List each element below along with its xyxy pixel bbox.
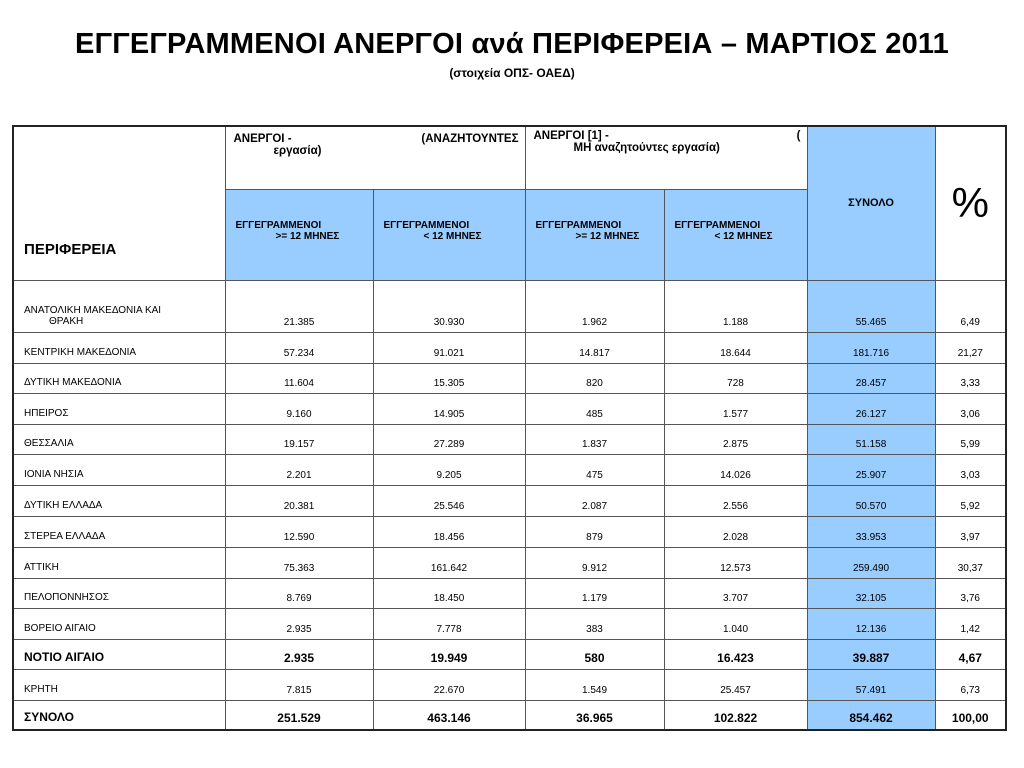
region-name xyxy=(13,485,225,516)
seeking-long-cell: 21.385 xyxy=(225,280,373,332)
seeking-long-cell: 2.201 xyxy=(225,454,373,485)
table-row xyxy=(13,578,1006,608)
region-name-text: ΔΥΤΙΚΗ ΕΛΛΑΔΑ xyxy=(24,499,103,511)
percent-cell: 1,42 xyxy=(935,608,1006,639)
sub-header-not-seeking-long xyxy=(525,189,664,280)
sub-header-duration: < 12 ΜΗΝΕΣ xyxy=(423,230,482,242)
not-seeking-long-cell: 485 xyxy=(525,393,664,424)
not-seeking-short-cell: 25.457 xyxy=(664,669,807,700)
page-title: ΕΓΓΕΓΡΑΜΜΕΝΟΙ ΑΝΕΡΓΟΙ ανά ΠΕΡΙΦΕΡΕΙΑ – ΜΑΡΤΙΟΣ 2011 xyxy=(75,28,949,60)
percent-cell: 6,49 xyxy=(935,280,1006,332)
seeking-short-cell: 19.949 xyxy=(373,639,525,669)
not-seeking-long-cell: 475 xyxy=(525,454,664,485)
seeking-short-cell: 27.289 xyxy=(373,424,525,454)
percent-cell: 4,67 xyxy=(935,639,1006,669)
seeking-long-cell: 2.935 xyxy=(225,639,373,669)
not-seeking-long-cell: 383 xyxy=(525,608,664,639)
sub-header-not-seeking-short xyxy=(664,189,807,280)
region-name xyxy=(13,454,225,485)
seeking-short-cell: 15.305 xyxy=(373,363,525,393)
seeking-short-cell: 18.450 xyxy=(373,578,525,608)
region-name-text: ΗΠΕΙΡΟΣ xyxy=(24,407,69,419)
total-cell: 50.570 xyxy=(807,485,935,516)
table-row xyxy=(13,424,1006,454)
seeking-long-cell: 7.815 xyxy=(225,669,373,700)
total-cell: 55.465 xyxy=(807,280,935,332)
not-seeking-short-cell: 1.040 xyxy=(664,608,807,639)
total-cell: 25.907 xyxy=(807,454,935,485)
table-row xyxy=(13,669,1006,700)
not-seeking-long-cell: 14.817 xyxy=(525,332,664,363)
seeking-long-cell: 8.769 xyxy=(225,578,373,608)
region-name xyxy=(13,608,225,639)
not-seeking-long-cell: 1.837 xyxy=(525,424,664,454)
seeking-short-cell: 22.670 xyxy=(373,669,525,700)
percent-cell: 5,99 xyxy=(935,424,1006,454)
sub-header-duration: >= 12 ΜΗΝΕΣ xyxy=(575,230,640,242)
seeking-group-label-c: εργασία) xyxy=(273,145,322,157)
percent-cell: 3,97 xyxy=(935,516,1006,547)
percent-cell: 100,00 xyxy=(935,700,1006,730)
not-seeking-long-cell: 1.179 xyxy=(525,578,664,608)
table-row xyxy=(13,454,1006,485)
seeking-long-cell: 19.157 xyxy=(225,424,373,454)
not-seeking-short-cell: 16.423 xyxy=(664,639,807,669)
region-name-text: ΚΕΝΤΡΙΚΗ ΜΑΚΕΔΟΝΙΑ xyxy=(24,346,137,358)
not-seeking-short-cell: 728 xyxy=(664,363,807,393)
not-seeking-short-cell: 2.028 xyxy=(664,516,807,547)
percent-cell: 6,73 xyxy=(935,669,1006,700)
region-name xyxy=(13,363,225,393)
table-row xyxy=(13,608,1006,639)
region-name xyxy=(13,332,225,363)
region-name xyxy=(13,516,225,547)
region-name xyxy=(13,639,225,669)
seeking-long-cell: 12.590 xyxy=(225,516,373,547)
total-cell: 33.953 xyxy=(807,516,935,547)
percent-cell: 21,27 xyxy=(935,332,1006,363)
total-cell: 28.457 xyxy=(807,363,935,393)
region-name xyxy=(13,280,225,332)
not-seeking-short-cell: 1.577 xyxy=(664,393,807,424)
region-name-text: ΣΤΕΡΕΑ ΕΛΛΑΔΑ xyxy=(24,530,106,542)
not-seeking-long-cell: 2.087 xyxy=(525,485,664,516)
total-cell: 259.490 xyxy=(807,547,935,578)
seeking-long-cell: 11.604 xyxy=(225,363,373,393)
not-seeking-long-cell: 879 xyxy=(525,516,664,547)
region-name-text: ΣΥΝΟΛΟ xyxy=(24,710,74,724)
region-name xyxy=(13,700,225,730)
table-row xyxy=(13,485,1006,516)
region-name-text: ΚΡΗΤΗ xyxy=(24,683,58,695)
total-cell: 57.491 xyxy=(807,669,935,700)
seeking-long-cell: 9.160 xyxy=(225,393,373,424)
total-cell: 854.462 xyxy=(807,700,935,730)
not-seeking-short-cell: 12.573 xyxy=(664,547,807,578)
seeking-long-cell: 2.935 xyxy=(225,608,373,639)
not-seeking-long-cell: 36.965 xyxy=(525,700,664,730)
seeking-short-cell: 161.642 xyxy=(373,547,525,578)
region-name xyxy=(13,424,225,454)
region-name-text: ΘΕΣΣΑΛΙΑ xyxy=(24,437,74,449)
not-seeking-short-cell: 102.822 xyxy=(664,700,807,730)
region-name-text: ΔΥΤΙΚΗ ΜΑΚΕΔΟΝΙΑ xyxy=(24,376,122,388)
seeking-short-cell: 9.205 xyxy=(373,454,525,485)
percent-cell: 3,03 xyxy=(935,454,1006,485)
region-name xyxy=(13,578,225,608)
percent-cell: 3,76 xyxy=(935,578,1006,608)
total-cell: 51.158 xyxy=(807,424,935,454)
not-seeking-group-label-a: ΑΝΕΡΓΟΙ [1] - xyxy=(533,130,609,142)
region-name xyxy=(13,669,225,700)
total-column-header: ΣΥΝΟΛΟ xyxy=(807,126,935,280)
region-name xyxy=(13,547,225,578)
total-cell: 181.716 xyxy=(807,332,935,363)
not-seeking-long-cell: 9.912 xyxy=(525,547,664,578)
region-name-text: ΑΝΑΤΟΛΙΚΗ ΜΑΚΕΔΟΝΙΑ ΚΑΙ xyxy=(24,304,162,316)
seeking-short-cell: 14.905 xyxy=(373,393,525,424)
table-row xyxy=(13,280,1006,332)
sub-header-label: ΕΓΓΕΓΡΑΜΜΕΝΟΙ xyxy=(535,219,622,231)
not-seeking-group-label-c: ΜΗ αναζητούντες εργασία) xyxy=(573,142,720,154)
region-name-text: ΙΟΝΙΑ ΝΗΣΙΑ xyxy=(24,468,84,480)
table-row xyxy=(13,516,1006,547)
percent-cell: 3,06 xyxy=(935,393,1006,424)
not-seeking-short-cell: 14.026 xyxy=(664,454,807,485)
region-name xyxy=(13,393,225,424)
seeking-group-header xyxy=(225,126,525,189)
not-seeking-long-cell: 580 xyxy=(525,639,664,669)
page-subtitle: (στοιχεία ΟΠΣ- ΟΑΕΔ) xyxy=(449,66,575,80)
unemployment-table xyxy=(12,125,1007,731)
table-row xyxy=(13,547,1006,578)
seeking-short-cell: 30.930 xyxy=(373,280,525,332)
seeking-short-cell: 18.456 xyxy=(373,516,525,547)
not-seeking-group-header xyxy=(525,126,807,189)
seeking-group-label-b: (ΑΝΑΖΗΤΟΥΝΤΕΣ xyxy=(421,133,519,145)
not-seeking-short-cell: 2.875 xyxy=(664,424,807,454)
total-cell: 32.105 xyxy=(807,578,935,608)
region-name-text: ΑΤΤΙΚΗ xyxy=(24,561,59,573)
region-name-text: ΒΟΡΕΙΟ ΑΙΓΑΙΟ xyxy=(24,622,96,634)
table-row xyxy=(13,332,1006,363)
not-seeking-short-cell: 18.644 xyxy=(664,332,807,363)
seeking-long-cell: 75.363 xyxy=(225,547,373,578)
not-seeking-long-cell: 1.962 xyxy=(525,280,664,332)
seeking-short-cell: 463.146 xyxy=(373,700,525,730)
seeking-long-cell: 57.234 xyxy=(225,332,373,363)
percent-cell: 30,37 xyxy=(935,547,1006,578)
sub-header-label: ΕΓΓΕΓΡΑΜΜΕΝΟΙ xyxy=(235,219,322,231)
table-row xyxy=(13,393,1006,424)
not-seeking-long-cell: 820 xyxy=(525,363,664,393)
region-name-text: ΠΕΛΟΠΟΝΝΗΣΟΣ xyxy=(24,591,109,603)
sub-header-duration: >= 12 ΜΗΝΕΣ xyxy=(275,230,340,242)
not-seeking-long-cell: 1.549 xyxy=(525,669,664,700)
region-name-text: ΝΟΤΙΟ ΑΙΓΑΙΟ xyxy=(24,649,105,664)
seeking-short-cell: 25.546 xyxy=(373,485,525,516)
sub-header-seeking-short xyxy=(373,189,525,280)
total-cell: 26.127 xyxy=(807,393,935,424)
sub-header-label: ΕΓΓΕΓΡΑΜΜΕΝΟΙ xyxy=(674,219,761,231)
seeking-long-cell: 251.529 xyxy=(225,700,373,730)
region-column-header: ΠΕΡΙΦΕΡΕΙΑ xyxy=(13,126,225,280)
not-seeking-short-cell: 1.188 xyxy=(664,280,807,332)
seeking-short-cell: 7.778 xyxy=(373,608,525,639)
seeking-long-cell: 20.381 xyxy=(225,485,373,516)
percent-column-header: % xyxy=(935,126,1006,280)
table-row xyxy=(13,700,1006,730)
sub-header-seeking-long xyxy=(225,189,373,280)
sub-header-duration: < 12 ΜΗΝΕΣ xyxy=(714,230,773,242)
region-name-text-line2: ΘΡΑΚΗ xyxy=(49,315,84,327)
table-row xyxy=(13,639,1006,669)
not-seeking-short-cell: 2.556 xyxy=(664,485,807,516)
seeking-group-label-a: ΑΝΕΡΓΟΙ - xyxy=(233,133,292,145)
not-seeking-group-label-b: ( xyxy=(796,130,801,142)
total-cell: 39.887 xyxy=(807,639,935,669)
percent-cell: 3,33 xyxy=(935,363,1006,393)
seeking-short-cell: 91.021 xyxy=(373,332,525,363)
not-seeking-short-cell: 3.707 xyxy=(664,578,807,608)
total-cell: 12.136 xyxy=(807,608,935,639)
percent-cell: 5,92 xyxy=(935,485,1006,516)
table-row xyxy=(13,363,1006,393)
sub-header-label: ΕΓΓΕΓΡΑΜΜΕΝΟΙ xyxy=(383,219,470,231)
